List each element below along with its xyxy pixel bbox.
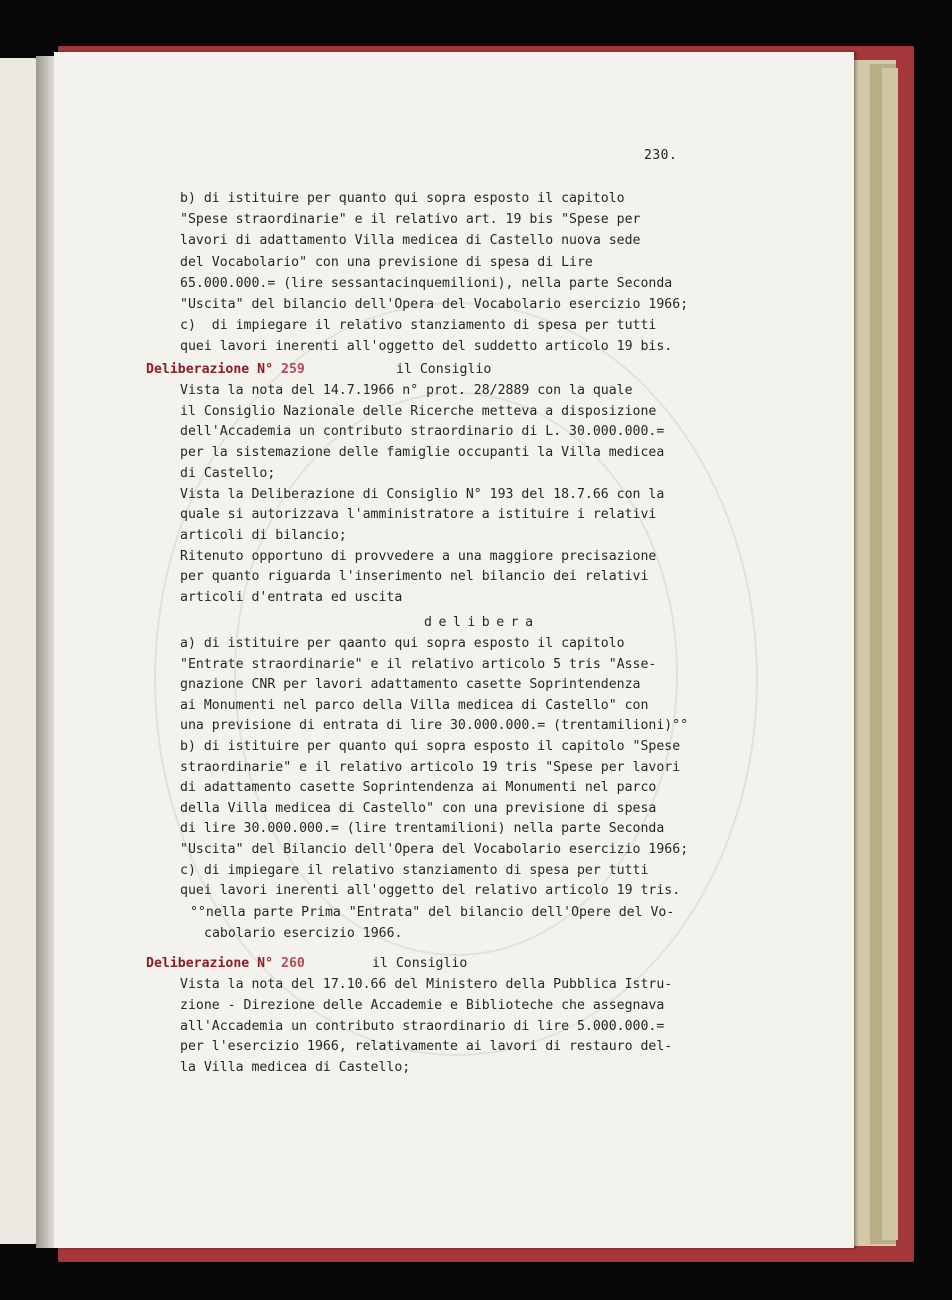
deliberation-heading [146, 957, 646, 970]
paragraph-line: gnazione CNR per lavori adattamento casette Soprintendenza [180, 677, 641, 693]
paragraph-line: di Castello; [180, 465, 276, 481]
paragraph-line: b) di istituire per quanto qui sopra esposto il capitolo "Spese [180, 739, 681, 754]
paragraph-line: una previsione di entrata di lire 30.000.000.= (trentamilioni)°° [180, 718, 689, 734]
paragraph-line: zione - Direzione delle Accademie e Biblioteche che assegnava [180, 997, 665, 1013]
paragraph-line: per l'esercizio 1966, relativamente ai lavori di restauro del- [180, 1039, 673, 1055]
paragraph-line: "Spese straordinarie" e il relativo art. 19 bis "Spese per [180, 212, 641, 228]
paragraph-line: della Villa medicea di Castello" con una previsione di spesa [180, 800, 657, 816]
deliberation-label: Deliberazione N° [146, 362, 274, 377]
deliberation-number: 259 [281, 362, 305, 377]
paragraph-line: all'Accademia un contributo straordinario di lire 5.000.000.= [180, 1018, 665, 1034]
paragraph-line: di lire 30.000.000.= (lire trentamilioni) nella parte Seconda [180, 821, 665, 837]
footnote-line: °°nella parte Prima "Entrata" del bilancio dell'Opere del Vo- [190, 905, 675, 920]
paragraph-line: Vista la nota del 17.10.66 del Ministero della Pubblica Istru- [180, 977, 673, 992]
paragraph-line: la Villa medicea di Castello; [180, 1060, 411, 1076]
paragraph-line: Vista la Deliberazione di Consiglio N° 193 del 18.7.66 con la [180, 486, 665, 502]
paragraph-line: Ritenuto opportuno di provvedere a una maggiore precisazione [180, 548, 657, 564]
council-label: il Consiglio [396, 362, 492, 377]
paragraph-line: quei lavori inerenti all'oggetto del relativo articolo 19 tris. [180, 883, 681, 899]
footnote-line: cabolario esercizio 1966. [204, 926, 403, 941]
paragraph-line: Vista la nota del 14.7.1966 n° prot. 28/2889 con la quale [180, 383, 633, 398]
page-number: 230. [644, 148, 678, 163]
paragraph-line: "Uscita" del bilancio dell'Opera del Vocabolario esercizio 1966; [180, 297, 689, 312]
paragraph-line: quei lavori inerenti all'oggetto del suddetto articolo 19 bis. [180, 339, 673, 355]
paragraph-line: dell'Accademia un contributo straordinario di L. 30.000.000.= [180, 424, 665, 440]
paragraph-line: lavori di adattamento Villa medicea di Castello nuova sede [180, 233, 641, 249]
paragraph-line: a) di istituire per qaanto qui sopra esposto il capitolo [180, 636, 625, 651]
deliberation-heading [146, 363, 646, 376]
deliberation-number: 260 [281, 956, 305, 971]
paragraph-line: per la sistemazione delle famiglie occupanti la Villa medicea [180, 445, 665, 461]
delibera-heading: delibera [424, 615, 540, 630]
paragraph-line: "Uscita" del Bilancio dell'Opera del Vocabolario esercizio 1966; [180, 842, 689, 857]
page-edges-outer [882, 68, 898, 1240]
paragraph-line: quale si autorizzava l'amministratore a istituire i relativi [180, 507, 657, 523]
paragraph-line: b) di istituire per quanto qui sopra esposto il capitolo [180, 191, 625, 206]
paragraph-line: articoli di bilancio; [180, 527, 347, 543]
council-label: il Consiglio [372, 956, 468, 971]
paragraph-line: del Vocabolario" con una previsione di spesa di Lire [180, 254, 593, 270]
paragraph-line: "Entrate straordinarie" e il relativo articolo 5 tris "Asse- [180, 656, 657, 672]
paragraph-line: c) di impiegare il relativo stanziamento di spesa per tutti [180, 862, 649, 878]
paragraph-line: 65.000.000.= (lire sessantacinquemilioni), nella parte Seconda [180, 275, 673, 291]
paragraph-line: per quanto riguarda l'inserimento nel bilancio dei relativi [180, 569, 649, 585]
paragraph-line: di adattamento casette Soprintendenza ai Monumenti nel parco [180, 780, 657, 796]
paragraph-line: articoli d'entrata ed uscita [180, 590, 403, 605]
facing-page [0, 58, 40, 1244]
paragraph-line: il Consiglio Nazionale delle Ricerche metteva a disposizione [180, 403, 657, 419]
paragraph-line: straordinarie" e il relativo articolo 19 tris "Spese per lavori [180, 759, 681, 775]
paragraph-line: c) di impiegare il relativo stanziamento di spesa per tutti [180, 318, 657, 334]
deliberation-label: Deliberazione N° [146, 956, 274, 971]
paragraph-line: ai Monumenti nel parco della Villa medicea di Castello" con [180, 697, 649, 713]
